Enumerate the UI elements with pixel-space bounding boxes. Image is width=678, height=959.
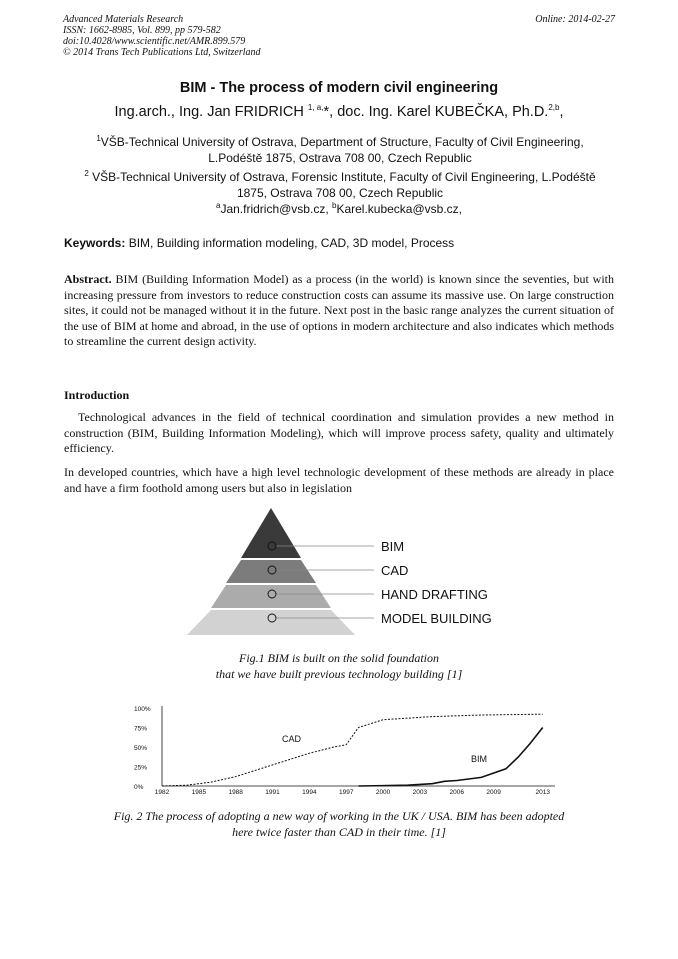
email-line xyxy=(0,201,678,216)
abstract-text: BIM (Building Information Model) as a process (in the world) is known since the seventies, but with increasing pressure from investors to reduce construction costs can assume its massive use. On large construction sites, it could not be managed without it in the future. Next post in the basic range analyzes the current situation of the use of BIM at home and abroad, in the use of options in modern architecture and also indicates which methods to streamline the current design activity. xyxy=(64,272,614,348)
x-tick-label: 2003 xyxy=(412,789,428,796)
pyramid-level-hand-drafting xyxy=(211,585,331,608)
figure-2-caption-line2: here twice faster than CAD in their time. [1] xyxy=(232,825,446,839)
y-tick-label: 0% xyxy=(134,784,144,791)
pyramid-level-bim xyxy=(241,508,301,558)
journal-name: Advanced Materials Research xyxy=(63,14,184,25)
affiliation-2 xyxy=(60,166,620,201)
page-header xyxy=(63,14,615,58)
pyramid-level-cad xyxy=(226,560,316,583)
y-tick-label: 75% xyxy=(134,725,148,733)
affiliation-1-line1: VŠB-Technical University of Ostrava, Department of Structure, Faculty of Civil Engineering, xyxy=(100,135,584,149)
x-tick-label: 2009 xyxy=(486,789,501,796)
x-tick-label: 1994 xyxy=(302,789,317,796)
figure-1-caption-line2: that we have built previous technology building [1] xyxy=(215,667,463,681)
figure-1-caption xyxy=(0,650,678,682)
email-a: Jan.fridrich@vsb.cz, xyxy=(220,202,332,216)
keywords xyxy=(64,236,624,250)
keywords-label: Keywords: xyxy=(64,236,126,250)
x-tick-label: 2013 xyxy=(535,789,550,796)
x-tick-label: 2000 xyxy=(375,789,391,796)
x-tick-label: 1982 xyxy=(154,789,170,796)
keywords-text: BIM, Building information modeling, CAD, 3D model, Process xyxy=(125,236,455,250)
online-date: Online: 2014-02-27 xyxy=(535,14,615,25)
author-1-star: *, xyxy=(323,103,338,120)
series-bim-line xyxy=(359,728,543,787)
affiliation-1 xyxy=(60,131,620,166)
figure-1-caption-line1: Fig.1 BIM is built on the solid foundation xyxy=(239,651,439,665)
author-1-superscript: 1, a, xyxy=(307,103,324,112)
copyright: © 2014 Trans Tech Publications Ltd, Switzerland xyxy=(63,47,261,58)
abstract xyxy=(64,272,614,350)
abstract-label: Abstract. xyxy=(64,272,112,286)
author-1: Ing.arch., Ing. Jan FRIDRICH xyxy=(114,103,304,120)
x-tick-label: 1988 xyxy=(228,789,243,796)
affiliation-2-sup: 2 xyxy=(84,169,89,178)
figure-1-pyramid xyxy=(186,504,516,640)
affiliation-2-line1: VŠB-Technical University of Ostrava, Forensic Institute, Faculty of Civil Engineering, L.Podéště xyxy=(88,170,596,184)
figure-2-adoption-chart xyxy=(130,700,560,800)
author-line xyxy=(0,103,678,120)
email-a-sup: a xyxy=(215,201,221,210)
intro-paragraph-2: In developed countries, which have a high level technologic development of these methods are already in place and have a firm foothold among users but also in legislation xyxy=(64,465,614,495)
x-tick-label: 2006 xyxy=(449,789,464,796)
x-tick-label: 1997 xyxy=(338,789,354,796)
series-label-bim: BIM xyxy=(471,754,488,764)
label-cad: CAD xyxy=(381,563,409,578)
email-b-sup: b xyxy=(331,201,337,210)
y-tick-label: 50% xyxy=(134,745,148,752)
author-2: doc. Ing. Karel KUBEČKA, Ph.D. xyxy=(337,103,549,120)
doi: doi:10.4028/www.scientific.net/AMR.899.579 xyxy=(63,36,246,47)
x-tick-label: 1985 xyxy=(191,789,207,796)
affiliation-2-line2: 1875, Ostrava 708 00, Czech Republic xyxy=(236,186,444,200)
email-b: Karel.kubecka@vsb.cz, xyxy=(336,202,463,216)
label-model-building: MODEL BUILDING xyxy=(381,611,492,626)
affiliation-1-line2: L.Podéště 1875, Ostrava 708 00, Czech Republic xyxy=(208,151,472,165)
affiliation-1-sup: 1 xyxy=(96,134,101,143)
section-heading-introduction: Introduction xyxy=(64,388,130,402)
y-tick-label: 100% xyxy=(134,706,151,713)
author-trailing: , xyxy=(559,103,564,120)
series-label-cad: CAD xyxy=(282,734,302,744)
figure-2-caption-line1: Fig. 2 The process of adopting a new way of working in the UK / USA. BIM has been adopted xyxy=(113,809,565,823)
intro-paragraph-1: Technological advances in the field of technical coordination and simulation provides a new method in construction (BIM, Building Information Modeling), which will improve process safety, quality and ultimately efficiency. xyxy=(64,410,614,455)
x-tick-label: 1991 xyxy=(265,789,280,796)
y-tick-label: 25% xyxy=(134,764,148,772)
author-2-superscript: 2,b xyxy=(548,103,560,112)
figure-2-caption xyxy=(0,808,678,840)
issn: ISSN: 1662-8985, Vol. 899, pp 579-582 xyxy=(63,25,221,36)
paper-title: BIM - The process of modern civil engineering xyxy=(179,80,499,96)
label-hand-drafting: HAND DRAFTING xyxy=(381,587,488,602)
label-bim: BIM xyxy=(381,539,405,554)
